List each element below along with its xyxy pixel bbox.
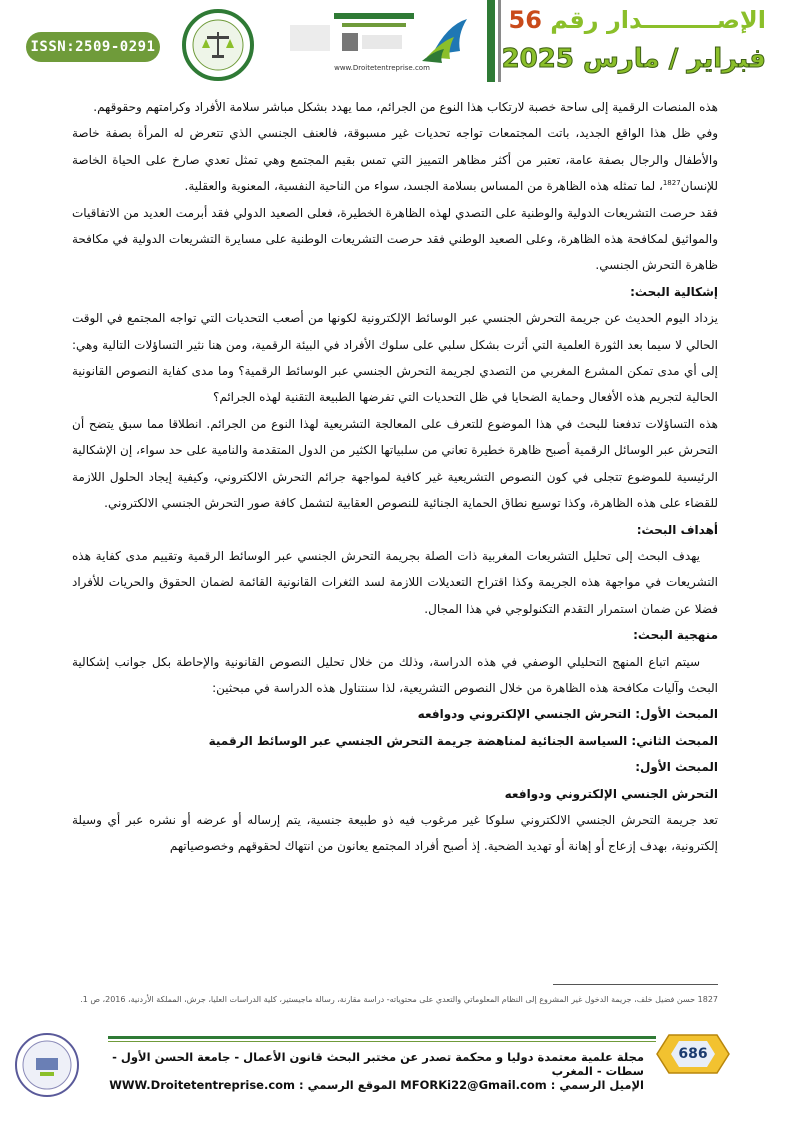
outline-item: المبحث الثاني: السياسة الجنائية لمناهضة جريمة التحرش الجنسي عبر الوسائط الرقمية <box>208 733 718 748</box>
paragraph: سيتم اتباع المنهج التحليلي الوصفي في هذه الدراسة، وذلك من خلال تحليل النصوص القانونية والإحاطة بكل جوانب إشكالية البحث وآليات مكافحة هذه الظاهرة من خلال النصوص التشريعية، لذا سنتناول هذه الدراسة في مبحثين: <box>72 654 718 695</box>
footnote-ref[interactable]: 1827 <box>662 179 681 188</box>
paragraph <box>72 120 718 199</box>
paragraph: يزداد اليوم الحديث عن جريمة التحرش الجنسي عبر الوسائط الإلكترونية لكونها من أصعب التحديات التي تواجه المجتمع في الوقت الحالي لا سيما بعد الثورة العلمية التي أثرت بشكل سلبي على سلوك الأفراد في البيئة الرقمية، ومن هنا نثير التساؤلات التالية وهي: إلى أي مدى تمكن المشرع المغربي من التصدي لجريمة التحرش الجنسي عبر الوسائط الرقمية؟ وما مدى كفاية النصوص القانونية الحالية لتجريم هذه الأفعال وحماية الضحايا في ظل التحديات التي تفرضها الطبيعة التقنية لهذه الجرائم؟ <box>72 311 718 405</box>
paragraph: فقد حرصت التشريعات الدولية والوطنية على التصدي لهذه الظاهرة الخطيرة، فعلى الصعيد الدولي فقد أبرمت العديد من الاتفاقيات والمواثيق لمكافحة هذه الظاهرة، وعلى الصعيد الوطني فقد حرصت التشريعات الوطنية على مسايرة التشريعات الدولية في مكافحة ظاهرة التحرش الجنسي. <box>72 205 718 273</box>
footer-contact-info: الإميل الرسمي : MFORKi22@Gmail.com الموقع الرسمي : WWW.Droitetentreprise.com <box>109 1078 644 1092</box>
paragraph: هذه المنصات الرقمية إلى ساحة خصبة لارتكاب هذا النوع من الجرائم، مما يهدد بشكل مباشر سلامة الأفراد وكرامتهم وحقوقهم. <box>93 100 718 114</box>
divider-bar-green <box>487 0 495 82</box>
footnote-number: 1827 <box>697 995 718 1004</box>
footer-rule-thin <box>108 1041 656 1042</box>
founder-seal-logo <box>14 1032 80 1098</box>
issn-text: ISSN:2509-0291 <box>30 39 156 55</box>
footnote-text: حسن فضيل خلف، جريمة الدخول غير المشروع إلى النظام المعلوماتي والتعدي على محتوياته- دراسة مقارنة، رسالة ماجيستير، كلية الدراسات العليا، جرش، المملكة الأردنية، 2016، ص 1. <box>80 995 698 1004</box>
issue-label-text: الإصـــــــــدار رقم <box>550 6 766 34</box>
issn-badge <box>26 32 160 62</box>
issue-number: 56 <box>508 6 542 34</box>
section-heading: أهداف البحث: <box>636 522 718 537</box>
page-footer <box>0 1028 794 1123</box>
issue-label <box>509 6 767 34</box>
page-number: 686 <box>678 1046 708 1062</box>
article-body <box>72 94 718 860</box>
journal-website: www.Droitetentreprise.com <box>334 64 430 72</box>
section-heading: إشكالية البحث: <box>630 284 718 299</box>
footnote-separator <box>553 984 718 985</box>
paragraph-text-cont: ، لما تمثله هذه الظاهرة من المساس بسلامة الجسد، سواء من الناحية النفسية، المعنوية والعقلية. <box>184 179 663 194</box>
paragraph: هذه التساؤلات تدفعنا للبحث في هذا الموضوع للتعرف على المعالجة التشريعية لهذا النوع من الجرائم. انطلاقا مما سبق يتضح أن التحرش عبر الوسائل الرقمية أصبح ظاهرة خطيرة تعاني من سلبياتها الكثير من الدول المتقدمة والنامية على حد سواء، إن الإشكالية الرئيسية للموضوع تتجلى في كون النصوص التشريعية غير كافية لمواجهة جرائم التحرش الالكتروني، وكيفية إيجاد الحلول اللازمة للقضاء على هذه الظاهرة، وكذا توسيع نطاق الحماية الجنائية للنصوص العقابية لتشمل كافة صور التحرش الجنسي الالكتروني. <box>72 416 718 511</box>
journal-logo <box>282 5 482 69</box>
issue-date: فبراير / مارس 2025 <box>501 44 766 74</box>
chapter-title: التحرش الجنسي الإلكتروني ودوافعه <box>504 786 718 801</box>
footnote <box>72 992 718 1008</box>
footer-rule-thick <box>108 1036 656 1039</box>
paragraph: تعد جريمة التحرش الجنسي الالكتروني سلوكا غير مرغوب فيه ذو طبيعة جنسية، يتم إرساله أو عرضه أو نشره عبر أي وسيلة إلكترونية، بهدف إزعاج أو إهانة أو تهديد الضحية. إذ أصبح أفراد المجتمع يعانون من انتهاك لحقوقهم وخصوصياتهم <box>72 812 718 854</box>
paragraph: يهدف البحث إلى تحليل التشريعات المغربية ذات الصلة بجريمة التحرش الجنسي عبر الوسائط الرقمية وتقييم مدى كفاية هذه التشريعات في مواجهة هذه الجريمة وكذا اقتراح التعديلات اللازمة لسد الثغرات القانونية القائمة لضمان الحقوق والحريات للأفراد فضلا عن ضمان استمرار التقدم التكنولوجي في هذا المجال. <box>72 548 718 616</box>
section-heading: منهجية البحث: <box>633 628 718 643</box>
divider-bar-gray <box>498 0 501 82</box>
page-header <box>0 0 794 82</box>
outline-item: المبحث الأول: التحرش الجنسي الإلكتروني ودوافعه <box>417 707 718 722</box>
footer-journal-info: مجلة علمية معتمدة دوليا و محكمة تصدر عن مختبر البحث قانون الأعمال - جامعة الحسن الأول - سطات - المغرب <box>112 1050 644 1078</box>
lab-seal-logo <box>176 8 260 82</box>
chapter-heading: المبحث الأول: <box>635 760 718 775</box>
paragraph-text: وفي ظل هذا الواقع الجديد، باتت المجتمعات تواجه تحديات غير مسبوقة، فالعنف الجنسي الذي تتعرض له المرأة بصفة خاصة والأطفال والرجال بصفة عامة، تعتبر من أكثر مظاهر التمييز التي تمس بقيم المجتمع وهي تمثل تعدي صارخ على الحياة الخاصة للإنسان <box>72 126 718 194</box>
